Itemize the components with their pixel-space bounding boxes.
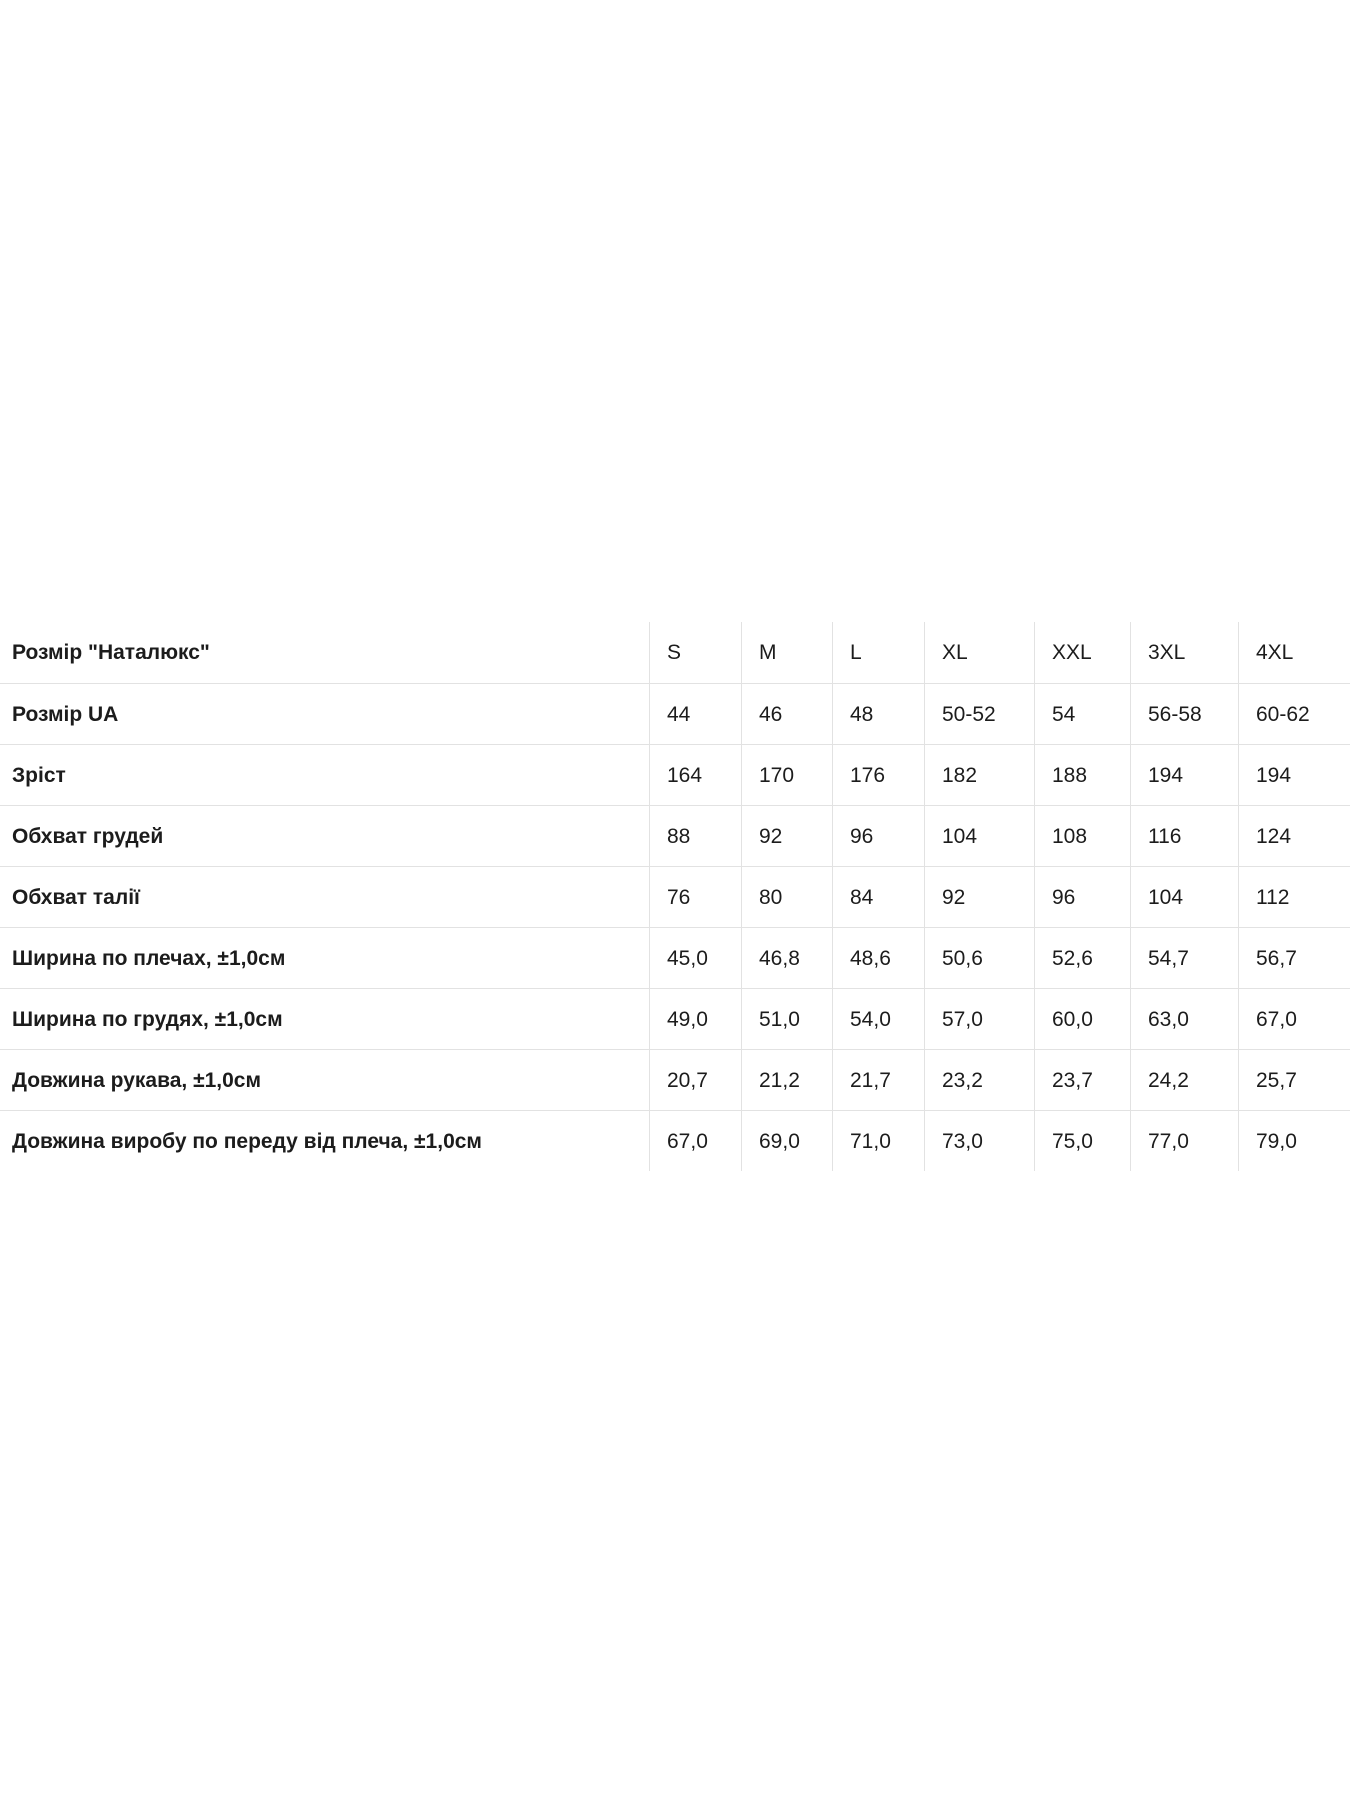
table-cell: 112 [1238,866,1350,927]
table-cell: 124 [1238,805,1350,866]
table-cell: 194 [1238,744,1350,805]
table-cell: 48 [832,683,924,744]
table-cell: 51,0 [741,988,832,1049]
table-cell: 56,7 [1238,927,1350,988]
table-cell: M [741,622,832,683]
table-cell: 108 [1034,805,1130,866]
row-label: Обхват грудей [0,805,649,866]
size-chart-table [0,622,1350,1171]
row-label: Зріст [0,744,649,805]
table-cell: 23,7 [1034,1049,1130,1110]
row-label: Розмір "Наталюкс" [12,641,210,664]
table-cell: 164 [649,744,741,805]
table-cell: XXL [1034,622,1130,683]
table-cell: L [832,622,924,683]
table-cell: 194 [1130,744,1238,805]
table-cell: 52,6 [1034,927,1130,988]
row-label: Ширина по грудях, ±1,0см [0,988,649,1049]
table-cell: 49,0 [649,988,741,1049]
table-cell: 96 [1034,866,1130,927]
row-label: Розмір UA [0,683,649,744]
table-cell: 21,2 [741,1049,832,1110]
table-cell: 48,6 [832,927,924,988]
table-cell: 67,0 [649,1110,741,1171]
table-cell: 79,0 [1238,1110,1350,1171]
table-cell: 75,0 [1034,1110,1130,1171]
table-cell: 56-58 [1130,683,1238,744]
table-cell: 88 [649,805,741,866]
table-cell: 80 [741,866,832,927]
table-cell: 69,0 [741,1110,832,1171]
row-label: Ширина по плечах, ±1,0см [0,927,649,988]
table-cell: 170 [741,744,832,805]
table-cell: 76 [649,866,741,927]
row-label: Обхват талії [0,866,649,927]
table-cell: 54 [1034,683,1130,744]
table-cell: 77,0 [1130,1110,1238,1171]
table-cell: 25,7 [1238,1049,1350,1110]
table-cell: 116 [1130,805,1238,866]
table-cell: 23,2 [924,1049,1034,1110]
table-cell: 188 [1034,744,1130,805]
table-cell: 21,7 [832,1049,924,1110]
table-cell: 182 [924,744,1034,805]
row-label: Довжина виробу по переду від плеча, ±1,0см [0,1110,649,1171]
table-cell: 57,0 [924,988,1034,1049]
table-cell: 50,6 [924,927,1034,988]
table-cell: 44 [649,683,741,744]
table-cell: 3XL [1130,622,1238,683]
table-cell: XL [924,622,1034,683]
table-cell: 54,7 [1130,927,1238,988]
table-cell: 46 [741,683,832,744]
table-cell: 54,0 [832,988,924,1049]
table-cell: 45,0 [649,927,741,988]
table-cell: 50-52 [924,683,1034,744]
table-cell: S [649,622,741,683]
table-cell: 63,0 [1130,988,1238,1049]
table-cell: 92 [924,866,1034,927]
table-cell: 60,0 [1034,988,1130,1049]
table-cell: 96 [832,805,924,866]
table-cell: 24,2 [1130,1049,1238,1110]
table-cell: 20,7 [649,1049,741,1110]
table-cell: 73,0 [924,1110,1034,1171]
table-cell: 46,8 [741,927,832,988]
table-cell: 84 [832,866,924,927]
row-label: Довжина рукава, ±1,0см [0,1049,649,1110]
table-cell: 104 [1130,866,1238,927]
table-cell: 60-62 [1238,683,1350,744]
table-cell: 4XL [1238,622,1350,683]
table-cell: 67,0 [1238,988,1350,1049]
table-cell: 71,0 [832,1110,924,1171]
table-cell: 176 [832,744,924,805]
table-cell: 92 [741,805,832,866]
table-cell: 104 [924,805,1034,866]
